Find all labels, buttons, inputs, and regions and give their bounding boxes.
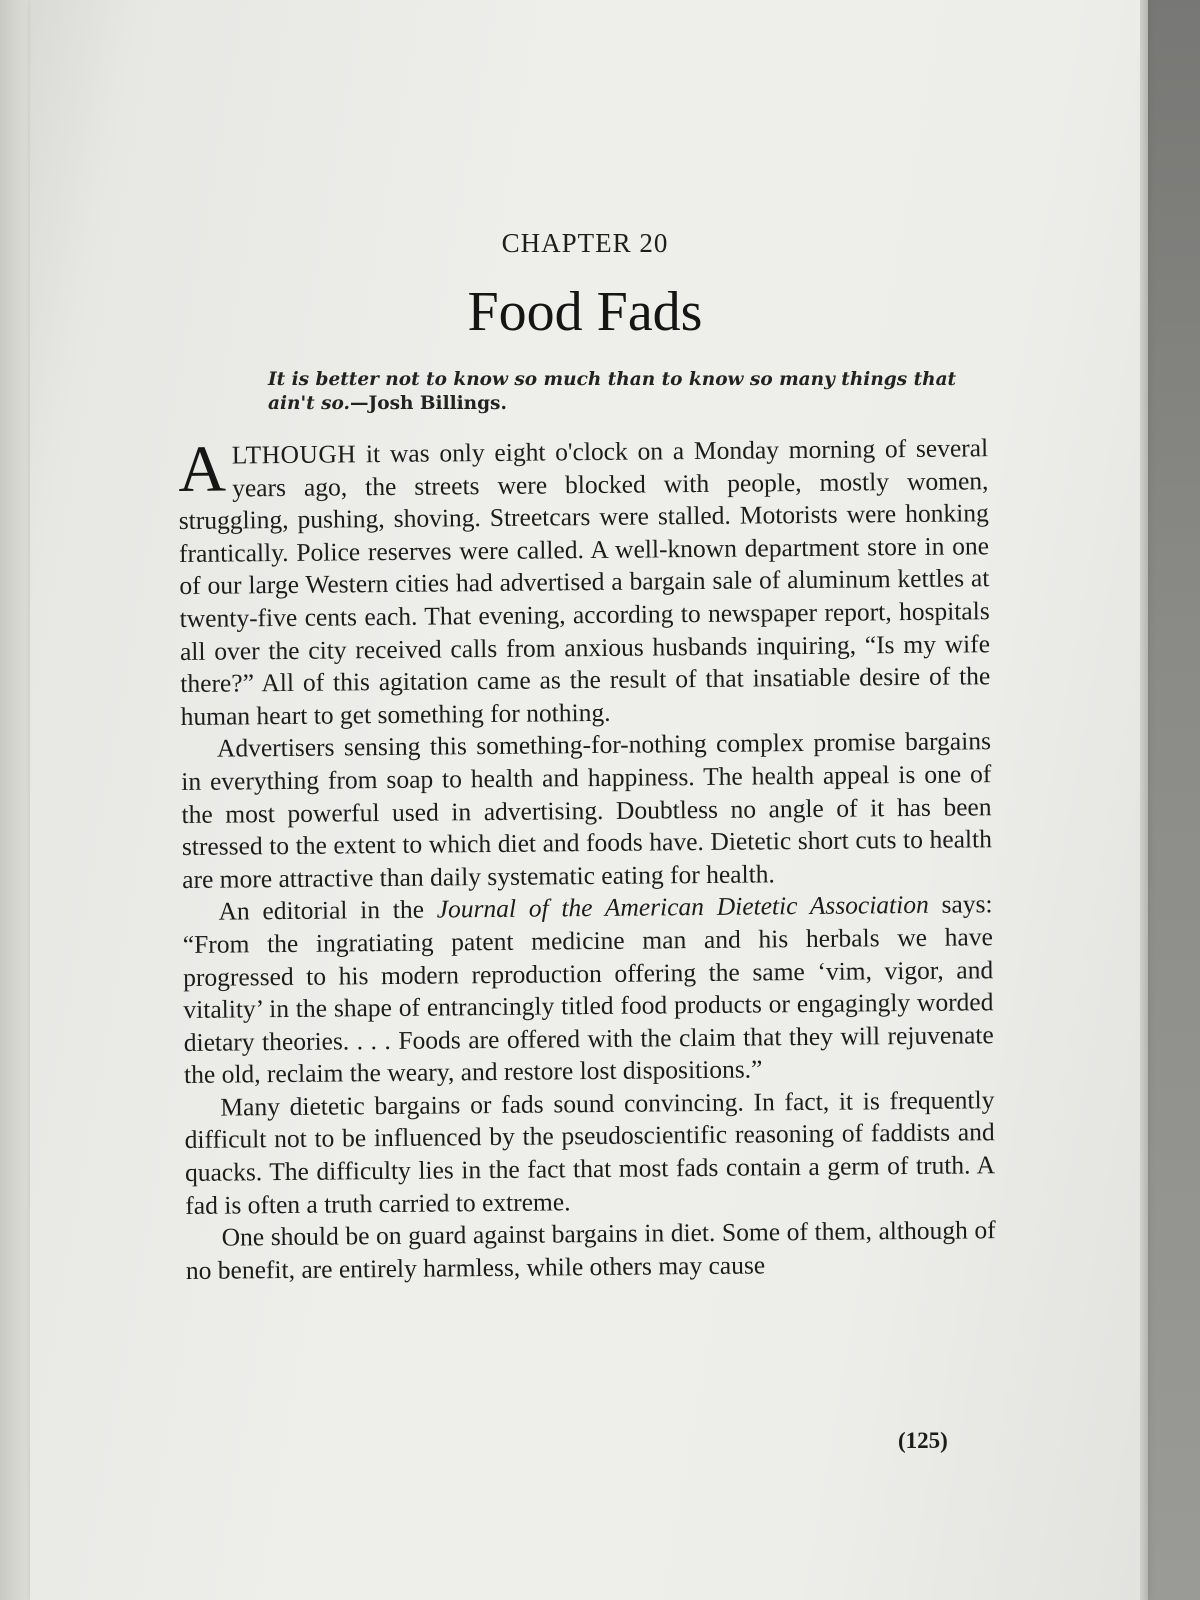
journal-title: Journal of the American Dietetic Association bbox=[436, 890, 929, 924]
book-page bbox=[30, 0, 1140, 1600]
paragraph-5: One should be on guard against bargains in diet. Some of them, although of no benefit, are entirely harmless, while others may cause bbox=[185, 1215, 996, 1285]
epigraph-quote: It is better not to know so much than to know so many things that ain't so. bbox=[268, 369, 957, 414]
chapter-body bbox=[178, 432, 996, 1287]
page-number: (125) bbox=[898, 1428, 948, 1453]
page-edge bbox=[1140, 0, 1148, 1600]
chapter-label: CHAPTER 20 bbox=[501, 228, 669, 258]
paragraph-4: Many dietetic bargains or fads sound convincing. In fact, it is frequently difficult not to be influenced by the pseudoscientific reasoning of faddists and quacks. The difficulty lies in the fact that most fads contain a germ of truth. A fad is often a truth carried to extreme. bbox=[184, 1085, 996, 1220]
paragraph-1-text: it was only eight o'clock on a Monday morning of several years ago, the streets were blocked with people, mostly women, struggling, pushing, shoving. Streetcars were stalled. Motorists were honking frantically. Police reserves were called. A well-known department store in one of our large Western cities had advertised a bargain sale of aluminum kettles at twenty-five cents each. That evening, according to newspaper report, hospitals all over the city received calls from anxious husbands inquiring, “Is my wife there?” All of this agitation came as the result of that insatiable desire of the human heart to get something for nothing. bbox=[178, 433, 991, 731]
paragraph-1 bbox=[178, 432, 991, 733]
paragraph-3-before: An editorial in the bbox=[218, 894, 437, 926]
epigraph bbox=[268, 368, 968, 416]
paragraph-3-after: says: “From the ingratiating patent medicine man and his herbals we have progressed to his modern reproduction offering the same ‘vim, vigor, and vitality’ in the shape of entrancingly titled food products or engagingly worded dietary theories. . . . Foods are offered with the claim that they will rejuvenate the old, reclaim the weary, and restore lost dispositions.” bbox=[182, 889, 994, 1090]
paragraph-3 bbox=[182, 889, 994, 1092]
chapter-title: Food Fads bbox=[467, 281, 703, 343]
epigraph-attribution: —Josh Billings. bbox=[350, 393, 507, 414]
paragraph-2: Advertisers sensing this something-for-nothing complex promise bargains in everything from soap to health and happiness. The health appeal is one of the most powerful used in advertising. Doubtless no angle of it has been stressed to the extent to which diet and foods have. Dietetic short cuts to health are more attractive than daily systematic eating for health. bbox=[181, 726, 993, 894]
drop-cap: A bbox=[177, 432, 227, 506]
lead-word: LTHOUGH bbox=[231, 439, 357, 470]
